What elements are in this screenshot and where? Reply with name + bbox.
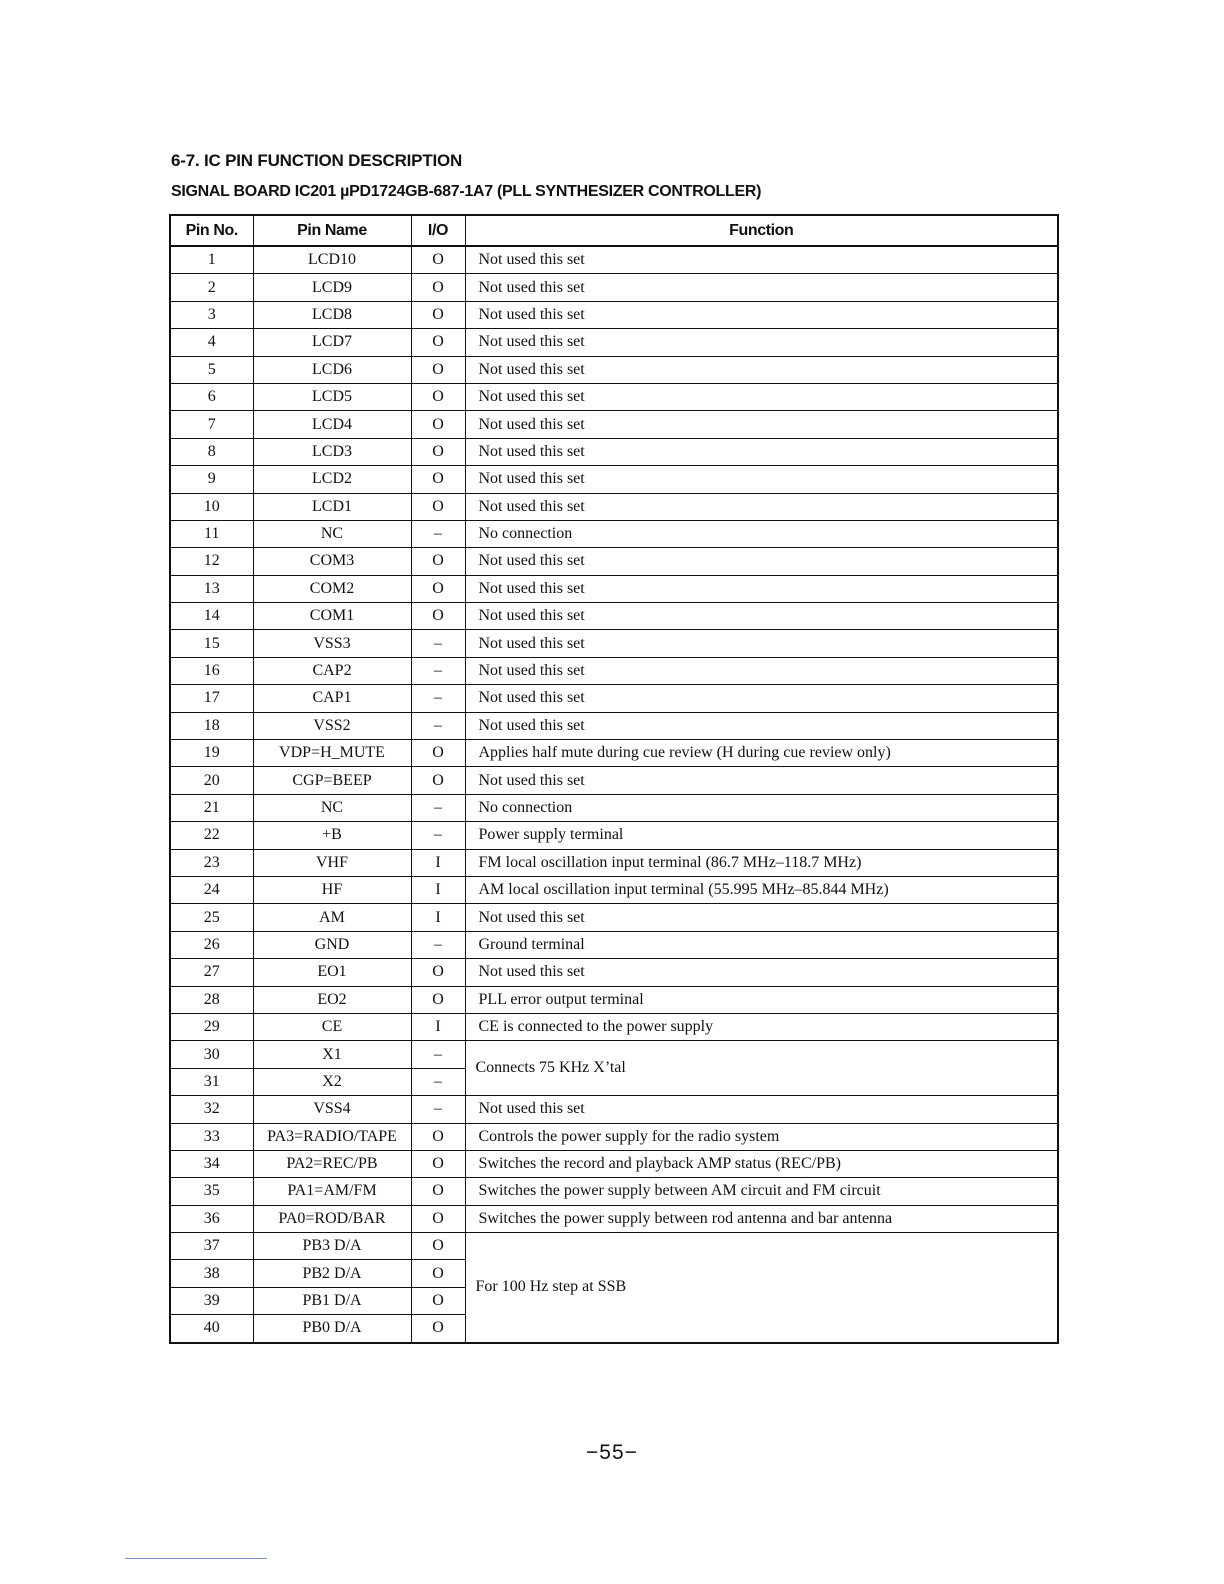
pin-no-cell: 20 <box>170 767 253 794</box>
table-row <box>170 740 1058 767</box>
pin-name-cell: PA2=REC/PB <box>253 1150 411 1177</box>
table-row <box>170 438 1058 465</box>
pin-no-cell: 26 <box>170 931 253 958</box>
pin-no-cell: 10 <box>170 493 253 520</box>
pin-name-cell: VSS3 <box>253 630 411 657</box>
table-row <box>170 712 1058 739</box>
table-row <box>170 822 1058 849</box>
pin-no-cell: 9 <box>170 466 253 493</box>
pin-no-cell: 34 <box>170 1150 253 1177</box>
pin-name-cell: NC <box>253 794 411 821</box>
table-body <box>170 246 1058 1343</box>
pin-no-cell: 30 <box>170 1041 253 1068</box>
table-row <box>170 1096 1058 1123</box>
table-row <box>170 466 1058 493</box>
pin-name-cell: CGP=BEEP <box>253 767 411 794</box>
pin-name-cell: GND <box>253 931 411 958</box>
function-cell: Not used this set <box>465 712 1058 739</box>
function-cell: Not used this set <box>465 438 1058 465</box>
table-row <box>170 548 1058 575</box>
function-cell: AM local oscillation input terminal (55.995 MHz–85.844 MHz) <box>465 876 1058 903</box>
pin-no-cell: 35 <box>170 1178 253 1205</box>
pin-name-cell: VDP=H_MUTE <box>253 740 411 767</box>
function-cell: No connection <box>465 520 1058 547</box>
table-header-row <box>170 215 1058 246</box>
table-row <box>170 630 1058 657</box>
io-cell: O <box>411 274 465 301</box>
pin-no-cell: 32 <box>170 1096 253 1123</box>
table-row <box>170 329 1058 356</box>
io-cell: O <box>411 740 465 767</box>
function-cell: Not used this set <box>465 767 1058 794</box>
table-row <box>170 849 1058 876</box>
io-cell: I <box>411 904 465 931</box>
table-row <box>170 411 1058 438</box>
pin-no-cell: 5 <box>170 356 253 383</box>
function-cell: Not used this set <box>465 603 1058 630</box>
io-cell: – <box>411 657 465 684</box>
table-row <box>170 1150 1058 1177</box>
pin-no-cell: 21 <box>170 794 253 821</box>
table-row <box>170 1233 1058 1260</box>
table-row <box>170 1205 1058 1232</box>
io-cell: O <box>411 548 465 575</box>
function-cell: Connects 75 KHz X’tal <box>465 1041 1058 1096</box>
pin-no-cell: 27 <box>170 959 253 986</box>
pin-no-cell: 13 <box>170 575 253 602</box>
pin-name-cell: LCD5 <box>253 383 411 410</box>
io-cell: – <box>411 520 465 547</box>
io-cell: I <box>411 876 465 903</box>
pin-no-cell: 11 <box>170 520 253 547</box>
pin-name-cell: LCD6 <box>253 356 411 383</box>
pin-name-cell: LCD7 <box>253 329 411 356</box>
io-cell: – <box>411 630 465 657</box>
function-cell: Not used this set <box>465 685 1058 712</box>
table-row <box>170 685 1058 712</box>
pin-no-cell: 12 <box>170 548 253 575</box>
pin-no-cell: 1 <box>170 246 253 274</box>
pin-name-cell: PB3 D/A <box>253 1233 411 1260</box>
function-cell: Not used this set <box>465 1096 1058 1123</box>
header-pin-no: Pin No. <box>170 215 253 246</box>
io-cell: O <box>411 438 465 465</box>
io-cell: I <box>411 1013 465 1040</box>
pin-name-cell: PB0 D/A <box>253 1315 411 1343</box>
table-caption: SIGNAL BOARD IC201 µPD1724GB-687-1A7 (PLL SYNTHESIZER CONTROLLER) <box>171 183 762 200</box>
pin-no-cell: 36 <box>170 1205 253 1232</box>
pin-name-cell: CAP2 <box>253 657 411 684</box>
io-cell: O <box>411 1178 465 1205</box>
function-cell: For 100 Hz step at SSB <box>465 1233 1058 1343</box>
pin-no-cell: 37 <box>170 1233 253 1260</box>
function-cell: Not used this set <box>465 466 1058 493</box>
io-cell: O <box>411 986 465 1013</box>
function-cell: Controls the power supply for the radio system <box>465 1123 1058 1150</box>
function-cell: Not used this set <box>465 356 1058 383</box>
function-cell: Not used this set <box>465 575 1058 602</box>
pin-name-cell: VSS4 <box>253 1096 411 1123</box>
pin-name-cell: PA3=RADIO/TAPE <box>253 1123 411 1150</box>
pin-no-cell: 40 <box>170 1315 253 1343</box>
table-row <box>170 876 1058 903</box>
table-row <box>170 767 1058 794</box>
io-cell: – <box>411 712 465 739</box>
header-io: I/O <box>411 215 465 246</box>
table-row <box>170 794 1058 821</box>
pin-no-cell: 4 <box>170 329 253 356</box>
io-cell: O <box>411 356 465 383</box>
pin-name-cell: COM3 <box>253 548 411 575</box>
function-cell: Not used this set <box>465 246 1058 274</box>
pin-no-cell: 19 <box>170 740 253 767</box>
table-row <box>170 959 1058 986</box>
io-cell: I <box>411 849 465 876</box>
corner-rule <box>125 1558 267 1559</box>
pin-name-cell: CE <box>253 1013 411 1040</box>
function-cell: FM local oscillation input terminal (86.7 MHz–118.7 MHz) <box>465 849 1058 876</box>
function-cell: Switches the power supply between rod antenna and bar antenna <box>465 1205 1058 1232</box>
header-function: Function <box>465 215 1058 246</box>
io-cell: O <box>411 575 465 602</box>
pin-name-cell: AM <box>253 904 411 931</box>
header-pin-name: Pin Name <box>253 215 411 246</box>
table-row <box>170 904 1058 931</box>
io-cell: O <box>411 603 465 630</box>
table-row <box>170 383 1058 410</box>
table-row <box>170 575 1058 602</box>
pin-name-cell: VHF <box>253 849 411 876</box>
pin-no-cell: 6 <box>170 383 253 410</box>
pin-no-cell: 23 <box>170 849 253 876</box>
function-cell: Not used this set <box>465 383 1058 410</box>
pin-name-cell: PB2 D/A <box>253 1260 411 1287</box>
pin-name-cell: LCD9 <box>253 274 411 301</box>
table-row <box>170 356 1058 383</box>
pin-name-cell: VSS2 <box>253 712 411 739</box>
pin-name-cell: LCD3 <box>253 438 411 465</box>
io-cell: O <box>411 1260 465 1287</box>
pin-no-cell: 39 <box>170 1287 253 1314</box>
io-cell: O <box>411 1233 465 1260</box>
pin-no-cell: 14 <box>170 603 253 630</box>
pin-no-cell: 28 <box>170 986 253 1013</box>
pin-function-table <box>169 214 1059 1344</box>
pin-name-cell: EO1 <box>253 959 411 986</box>
table-row <box>170 603 1058 630</box>
table-row <box>170 274 1058 301</box>
pin-no-cell: 29 <box>170 1013 253 1040</box>
function-cell: Not used this set <box>465 329 1058 356</box>
table-row <box>170 986 1058 1013</box>
io-cell: – <box>411 1068 465 1095</box>
io-cell: O <box>411 1287 465 1314</box>
pin-no-cell: 33 <box>170 1123 253 1150</box>
pin-no-cell: 18 <box>170 712 253 739</box>
function-cell: Not used this set <box>465 657 1058 684</box>
pin-no-cell: 3 <box>170 301 253 328</box>
io-cell: – <box>411 931 465 958</box>
io-cell: – <box>411 1096 465 1123</box>
pin-name-cell: PA1=AM/FM <box>253 1178 411 1205</box>
table-row <box>170 657 1058 684</box>
table-row <box>170 1178 1058 1205</box>
io-cell: O <box>411 383 465 410</box>
table-row <box>170 1013 1058 1040</box>
pin-no-cell: 7 <box>170 411 253 438</box>
table-row <box>170 246 1058 274</box>
table-row <box>170 301 1058 328</box>
pin-no-cell: 8 <box>170 438 253 465</box>
io-cell: O <box>411 466 465 493</box>
page-number: −55− <box>586 1441 638 1464</box>
function-cell: Not used this set <box>465 274 1058 301</box>
pin-name-cell: +B <box>253 822 411 849</box>
pin-no-cell: 16 <box>170 657 253 684</box>
function-cell: PLL error output terminal <box>465 986 1058 1013</box>
io-cell: O <box>411 301 465 328</box>
pin-no-cell: 15 <box>170 630 253 657</box>
table-row <box>170 520 1058 547</box>
function-cell: CE is connected to the power supply <box>465 1013 1058 1040</box>
io-cell: – <box>411 794 465 821</box>
table-row <box>170 931 1058 958</box>
io-cell: – <box>411 1041 465 1068</box>
io-cell: O <box>411 411 465 438</box>
io-cell: O <box>411 959 465 986</box>
pin-name-cell: X2 <box>253 1068 411 1095</box>
pin-name-cell: EO2 <box>253 986 411 1013</box>
io-cell: O <box>411 493 465 520</box>
pin-name-cell: LCD8 <box>253 301 411 328</box>
function-cell: Switches the record and playback AMP status (REC/PB) <box>465 1150 1058 1177</box>
table-row <box>170 493 1058 520</box>
function-cell: Not used this set <box>465 630 1058 657</box>
pin-name-cell: COM1 <box>253 603 411 630</box>
function-cell: Not used this set <box>465 959 1058 986</box>
pin-no-cell: 38 <box>170 1260 253 1287</box>
table-row <box>170 1123 1058 1150</box>
io-cell: – <box>411 822 465 849</box>
pin-name-cell: PA0=ROD/BAR <box>253 1205 411 1232</box>
pin-no-cell: 22 <box>170 822 253 849</box>
pin-name-cell: PB1 D/A <box>253 1287 411 1314</box>
io-cell: O <box>411 1123 465 1150</box>
pin-name-cell: LCD4 <box>253 411 411 438</box>
pin-name-cell: COM2 <box>253 575 411 602</box>
function-cell: Not used this set <box>465 548 1058 575</box>
function-cell: No connection <box>465 794 1058 821</box>
io-cell: O <box>411 767 465 794</box>
pin-name-cell: X1 <box>253 1041 411 1068</box>
pin-no-cell: 2 <box>170 274 253 301</box>
pin-name-cell: LCD10 <box>253 246 411 274</box>
io-cell: O <box>411 1315 465 1343</box>
pin-name-cell: CAP1 <box>253 685 411 712</box>
function-cell: Power supply terminal <box>465 822 1058 849</box>
pin-no-cell: 25 <box>170 904 253 931</box>
function-cell: Not used this set <box>465 904 1058 931</box>
io-cell: O <box>411 1150 465 1177</box>
io-cell: – <box>411 685 465 712</box>
pin-name-cell: LCD2 <box>253 466 411 493</box>
pin-no-cell: 17 <box>170 685 253 712</box>
function-cell: Ground terminal <box>465 931 1058 958</box>
pin-name-cell: LCD1 <box>253 493 411 520</box>
pin-name-cell: HF <box>253 876 411 903</box>
section-title: 6-7. IC PIN FUNCTION DESCRIPTION <box>171 151 463 170</box>
io-cell: O <box>411 246 465 274</box>
io-cell: O <box>411 329 465 356</box>
function-cell: Applies half mute during cue review (H during cue review only) <box>465 740 1058 767</box>
function-cell: Not used this set <box>465 493 1058 520</box>
function-cell: Switches the power supply between AM circuit and FM circuit <box>465 1178 1058 1205</box>
pin-name-cell: NC <box>253 520 411 547</box>
table-row <box>170 1041 1058 1068</box>
function-cell: Not used this set <box>465 301 1058 328</box>
pin-no-cell: 31 <box>170 1068 253 1095</box>
io-cell: O <box>411 1205 465 1232</box>
function-cell: Not used this set <box>465 411 1058 438</box>
pin-no-cell: 24 <box>170 876 253 903</box>
